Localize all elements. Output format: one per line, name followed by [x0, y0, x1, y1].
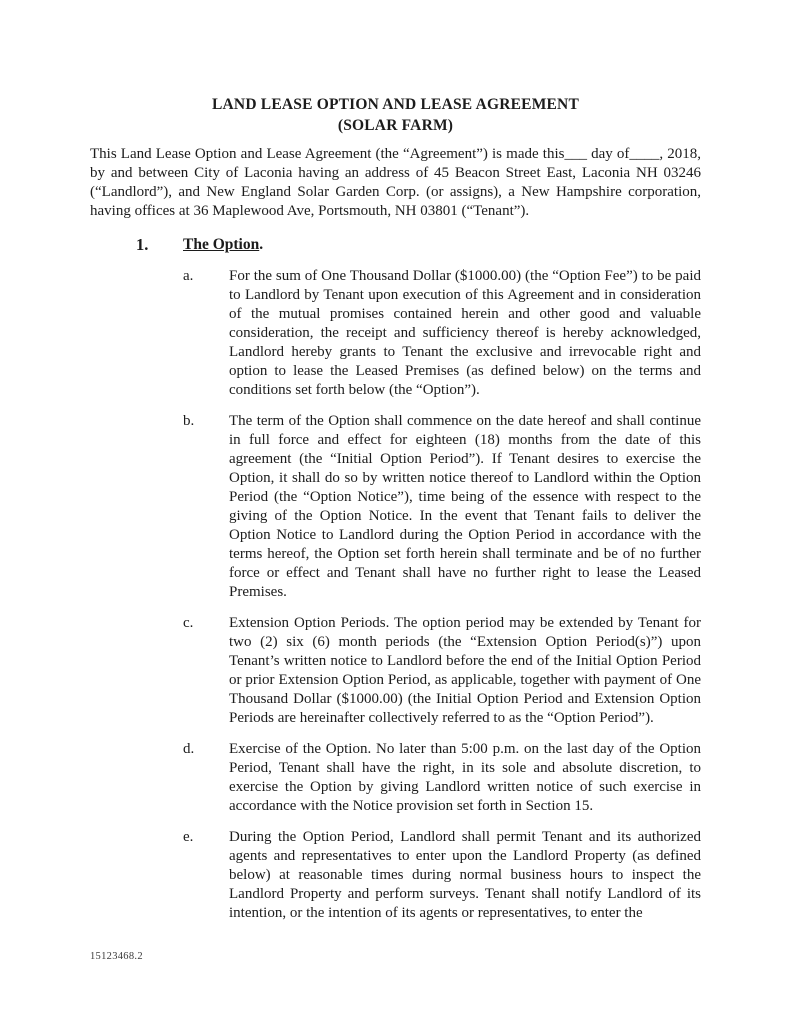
section-number: 1.	[136, 235, 149, 254]
list-item-c	[183, 614, 701, 728]
footer-document-number: 15123468.2	[90, 951, 143, 962]
list-item-b	[183, 412, 701, 602]
intro-paragraph: This Land Lease Option and Lease Agreement (the “Agreement”) is made this___ day of____, 2018, by and between City of Laconia having an address of 45 Beacon Street East, Laconia NH 03246 (“Landlord”), and New England Solar Garden Corp. (or assigns), a New Hampshire corporation, having offices at 36 Maplewood Ave, Portsmouth, NH 03801 (“Tenant”).	[90, 146, 701, 219]
section-title-period: .	[259, 236, 264, 253]
list-item-e	[183, 828, 701, 923]
document-title	[90, 94, 701, 136]
section-title: The Option	[183, 236, 260, 253]
item-text-e: During the Option Period, Landlord shall permit Tenant and its authorized agents and representatives to enter upon the Landlord Property (as defined below) at reasonable times during normal business hours to inspect the Landlord Property and perform surveys. Tenant shall notify Landlord of its intention, or the intention of its agents or representatives, to enter the	[229, 829, 701, 921]
list-item-a	[183, 267, 701, 400]
section-heading	[136, 235, 701, 255]
item-letter-e: e.	[183, 829, 194, 845]
title-line-1: LAND LEASE OPTION AND LEASE AGREEMENT	[212, 96, 579, 113]
item-text-d: Exercise of the Option. No later than 5:00 p.m. on the last day of the Option Period, Tenant shall have the right, in its sole and absolute discretion, to exercise the Option by giving Landlord written notice of such exercise in accordance with the Notice provision set forth in Section 15.	[229, 741, 701, 814]
item-letter-d: d.	[183, 741, 195, 757]
title-line-2: (SOLAR FARM)	[337, 117, 454, 134]
item-letter-b: b.	[183, 413, 195, 429]
item-text-a: For the sum of One Thousand Dollar ($1000.00) (the “Option Fee”) to be paid to Landlord by Tenant upon execution of this Agreement and in consideration of the mutual promises contained herein and other good and valuable consideration, the receipt and sufficiency thereof is hereby acknowledged, Landlord hereby grants to Tenant the exclusive and irrevocable right and option to lease the Leased Premises (as defined below) on the terms and conditions set forth below (the “Option”).	[229, 268, 701, 398]
list-item-d	[183, 740, 701, 816]
item-text-b: The term of the Option shall commence on the date hereof and shall continue in full force and effect for eighteen (18) months from the date of this agreement (the “Initial Option Period”). If Tenant desires to exercise the Option, it shall do so by written notice thereof to Landlord within the Option Period (the “Option Notice”), time being of the essence with respect to the giving of the Option Notice. In the event that Tenant fails to deliver the Option Notice to Landlord during the Option Period in accordance with the terms hereof, the Option set forth herein shall terminate and be of no further force or effect and Tenant shall have no further right to lease the Leased Premises.	[229, 413, 701, 600]
item-text-c: Extension Option Periods. The option period may be extended by Tenant for two (2) six (6) month periods (the “Extension Option Period(s)”) upon Tenant’s written notice to Landlord before the end of the Initial Option Period or prior Extension Option Period, as applicable, together with payment of One Thousand Dollar ($1000.00) (the Initial Option Period and Extension Option Periods are hereinafter collectively referred to as the “Option Period”).	[229, 615, 701, 726]
item-letter-c: c.	[183, 615, 194, 631]
item-letter-a: a.	[183, 268, 194, 284]
